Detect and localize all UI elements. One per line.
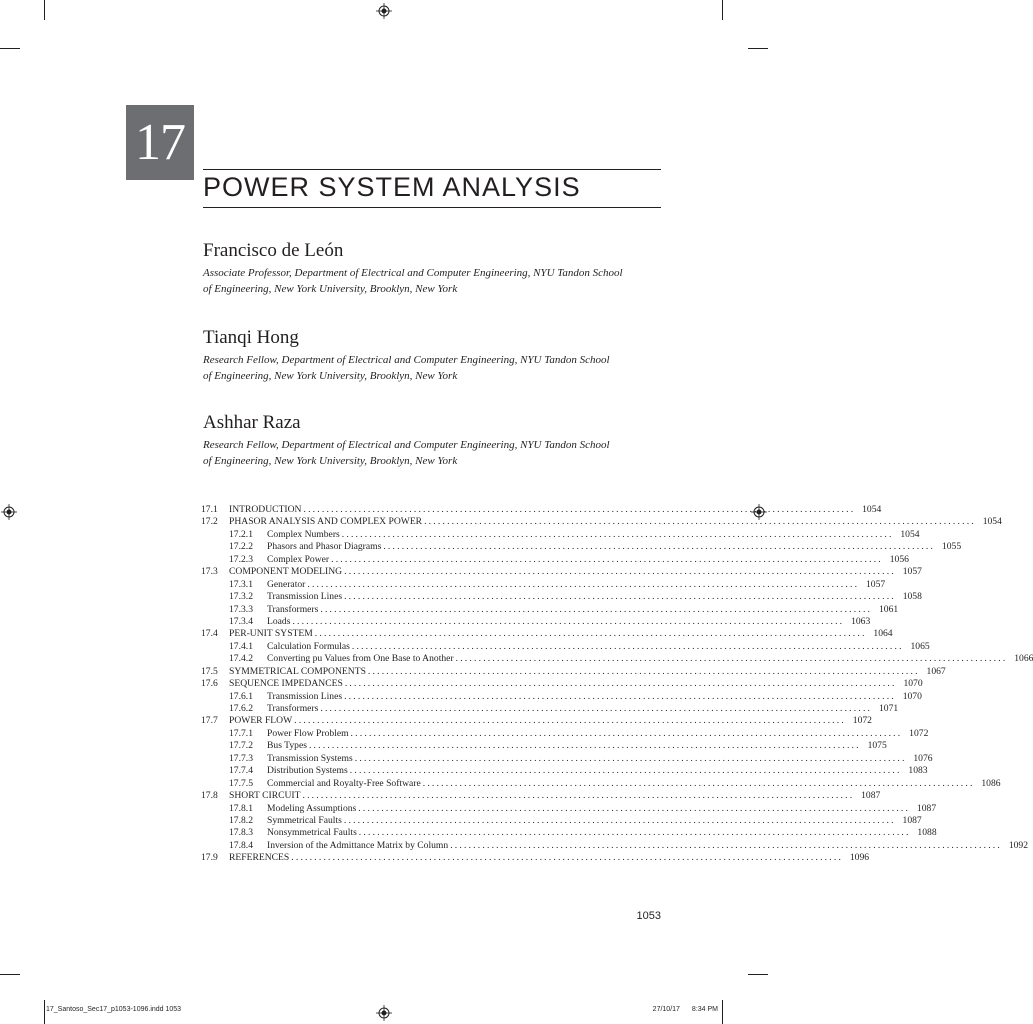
affiliation-line: of Engineering, New York University, Brooklyn, New York xyxy=(203,370,458,382)
toc-section-number: 17.7.4 xyxy=(229,765,253,777)
toc-page-number: 1056 xyxy=(889,553,909,565)
toc-leader-dots: ........................................................................................................................ xyxy=(450,839,1002,851)
author-affiliation xyxy=(203,437,623,469)
toc-section-number: 17.8.3 xyxy=(229,827,253,839)
toc-entry xyxy=(201,653,1033,665)
toc-entry xyxy=(201,802,937,815)
toc-leader-dots: ........................................................................................................................ xyxy=(422,777,975,789)
chapter-number-box: 17 xyxy=(126,105,194,180)
chapter-title-bottom-rule xyxy=(203,207,661,208)
toc-section-number: 17.8.2 xyxy=(229,814,253,826)
table-of-contents xyxy=(201,504,1033,865)
toc-section-title: Calculation Formulas xyxy=(267,640,350,652)
toc-leader-dots: ........................................................................................................................ xyxy=(314,628,867,640)
toc-section-number: 17.6.2 xyxy=(229,703,253,714)
slug-file-name: 17_Santoso_Sec17_p1053-1096.indd 1053 xyxy=(46,1006,182,1013)
toc-section-title: INTRODUCTION xyxy=(229,504,302,515)
toc-section-title: Inversion of the Admittance Matrix by Column xyxy=(267,839,449,851)
author-name: Tianqi Hong xyxy=(203,327,299,348)
toc-entry xyxy=(201,603,899,616)
toc-entry xyxy=(201,690,922,703)
toc-section-number: 17.2.3 xyxy=(229,553,253,565)
toc-entry xyxy=(201,566,922,578)
toc-section-title: Commercial and Royalty-Free Software xyxy=(267,777,421,789)
toc-leader-dots: ........................................................................................................................ xyxy=(424,516,976,528)
toc-page-number: 1054 xyxy=(982,516,1002,528)
chapter-title: POWER SYSTEM ANALYSIS xyxy=(203,172,581,202)
toc-section-title: PER-UNIT SYSTEM xyxy=(229,628,313,640)
crop-mark-bottom-right-h xyxy=(748,974,768,975)
toc-section-number: 17.4 xyxy=(201,628,218,640)
toc-leader-dots: ........................................................................................................................ xyxy=(320,603,873,615)
toc-entry xyxy=(201,516,1002,528)
slug-date-time xyxy=(653,1006,718,1013)
toc-section-number: 17.8 xyxy=(201,790,218,802)
toc-section-number: 17.2.2 xyxy=(229,541,253,553)
toc-entry xyxy=(201,827,937,839)
toc-entry xyxy=(201,528,920,541)
toc-section-title: SHORT CIRCUIT xyxy=(229,790,301,802)
toc-section-number: 17.7.2 xyxy=(229,740,253,752)
author-name: Francisco de León xyxy=(203,240,344,261)
toc-page-number: 1072 xyxy=(909,727,929,739)
toc-page-number: 1070 xyxy=(903,678,923,690)
toc-page-number: 1057 xyxy=(865,578,886,590)
toc-section-number: 17.8.1 xyxy=(229,802,253,814)
crop-mark-bottom-right-v xyxy=(722,1000,723,1024)
toc-entry xyxy=(201,578,886,591)
toc-section-number: 17.4.1 xyxy=(229,640,253,652)
crop-mark-top-right-h xyxy=(748,48,768,49)
toc-leader-dots: ........................................................................................................................ xyxy=(291,852,844,864)
toc-page-number: 1076 xyxy=(913,752,933,764)
toc-page-number: 1096 xyxy=(849,852,870,864)
crop-mark-bottom-left-v xyxy=(44,1000,45,1024)
toc-leader-dots: ........................................................................................................................ xyxy=(320,703,873,714)
toc-leader-dots: ........................................................................................................................ xyxy=(308,740,861,752)
toc-section-number: 17.7.5 xyxy=(229,777,253,789)
toc-section-number: 17.2.1 xyxy=(229,528,253,540)
toc-page-number: 1057 xyxy=(902,566,922,578)
toc-leader-dots: ........................................................................................................................ xyxy=(455,653,1008,665)
toc-section-number: 17.4.2 xyxy=(229,653,253,665)
affiliation-line: of Engineering, New York University, Brooklyn, New York xyxy=(203,283,458,295)
toc-section-title: Modeling Assumptions xyxy=(267,802,357,814)
toc-section-title: SEQUENCE IMPEDANCES xyxy=(229,678,343,690)
toc-section-number: 17.9 xyxy=(201,852,218,864)
toc-entry xyxy=(201,678,923,690)
toc-entry xyxy=(201,727,929,740)
chapter-title-top-rule xyxy=(203,169,661,170)
toc-leader-dots: ........................................................................................................................ xyxy=(383,541,936,553)
toc-section-title: Transmission Lines xyxy=(267,591,343,603)
toc-leader-dots: ........................................................................................................................ xyxy=(344,690,896,702)
author-name: Ashhar Raza xyxy=(203,412,301,433)
registration-mark-bottom-icon xyxy=(376,1005,392,1021)
toc-section-number: 17.8.4 xyxy=(229,839,253,851)
crop-mark-top-left-v xyxy=(44,0,45,20)
toc-page-number: 1070 xyxy=(902,690,922,702)
page-number: 1053 xyxy=(636,910,661,922)
toc-entry xyxy=(201,553,909,566)
toc-leader-dots: ........................................................................................................................ xyxy=(344,591,896,603)
toc-page-number: 1088 xyxy=(917,827,937,839)
toc-leader-dots: ........................................................................................................................ xyxy=(358,802,911,814)
toc-leader-dots: ........................................................................................................................ xyxy=(343,814,896,826)
crop-mark-bottom-left-h xyxy=(0,974,20,975)
toc-leader-dots: ........................................................................................................................ xyxy=(302,790,855,802)
toc-leader-dots: ........................................................................................................................ xyxy=(344,678,897,690)
toc-section-number: 17.3.4 xyxy=(229,615,253,627)
affiliation-line: Research Fellow, Department of Electrical and Computer Engineering, NYU Tandon School xyxy=(203,354,610,366)
toc-page-number: 1075 xyxy=(867,740,887,752)
toc-section-number: 17.7.1 xyxy=(229,727,253,739)
toc-entry xyxy=(201,765,928,777)
toc-section-title: POWER FLOW xyxy=(229,715,293,727)
toc-section-number: 17.6 xyxy=(201,678,218,690)
toc-section-number: 17.3.3 xyxy=(229,603,253,615)
toc-page-number: 1055 xyxy=(941,541,962,553)
toc-entry xyxy=(201,790,881,802)
toc-page-number: 1083 xyxy=(908,765,928,777)
toc-page-number: 1087 xyxy=(902,814,922,826)
toc-section-title: Complex Power xyxy=(267,553,330,565)
toc-page-number: 1087 xyxy=(916,802,937,814)
toc-leader-dots: ........................................................................................................................ xyxy=(331,553,883,565)
affiliation-line: Associate Professor, Department of Electrical and Computer Engineering, NYU Tandon School xyxy=(203,267,623,279)
toc-section-number: 17.3.2 xyxy=(229,591,253,603)
toc-section-title: Symmetrical Faults xyxy=(267,814,342,826)
toc-page-number: 1071 xyxy=(878,703,899,714)
slug-time: 8:34 PM xyxy=(691,1006,718,1013)
toc-page-number: 1066 xyxy=(1014,653,1033,665)
toc-entry xyxy=(201,839,1028,852)
toc-entry xyxy=(201,628,893,640)
toc-section-title: REFERENCES xyxy=(229,852,290,864)
toc-entry xyxy=(201,715,872,727)
toc-section-number: 17.6.1 xyxy=(229,690,253,702)
registration-mark-left-icon xyxy=(1,504,17,520)
toc-page-number: 1086 xyxy=(981,777,1001,789)
toc-page-number: 1092 xyxy=(1008,839,1028,851)
toc-section-title: Transformers xyxy=(267,703,319,714)
toc-leader-dots: ........................................................................................................................ xyxy=(303,504,856,515)
crop-mark-top-left-h xyxy=(0,48,20,49)
toc-section-title: Power Flow Problem xyxy=(267,727,349,739)
toc-leader-dots: ........................................................................................................................ xyxy=(294,715,846,727)
registration-mark-top-icon xyxy=(376,3,392,19)
toc-section-title: COMPONENT MODELING xyxy=(229,566,343,578)
toc-section-number: 17.1 xyxy=(201,504,218,515)
toc-page-number: 1072 xyxy=(852,715,872,727)
toc-entry xyxy=(201,814,922,827)
toc-section-number: 17.5 xyxy=(201,665,218,677)
toc-entry xyxy=(201,703,899,715)
toc-section-title: Bus Types xyxy=(267,740,307,752)
toc-section-title: Distribution Systems xyxy=(267,765,348,777)
crop-mark-top-right-v xyxy=(722,0,723,20)
toc-entry xyxy=(201,852,870,864)
toc-leader-dots: ........................................................................................................................ xyxy=(358,827,911,839)
toc-leader-dots: ........................................................................................................................ xyxy=(354,752,907,764)
toc-page-number: 1058 xyxy=(902,591,922,603)
toc-section-number: 17.7.3 xyxy=(229,752,253,764)
toc-section-title: PHASOR ANALYSIS AND COMPLEX POWER xyxy=(229,516,423,528)
toc-entry xyxy=(201,752,933,765)
toc-leader-dots: ........................................................................................................................ xyxy=(307,578,860,590)
toc-leader-dots: ........................................................................................................................ xyxy=(344,566,896,578)
toc-section-number: 17.7 xyxy=(201,715,218,727)
toc-section-title: Nonsymmetrical Faults xyxy=(267,827,357,839)
toc-page-number: 1087 xyxy=(861,790,881,802)
affiliation-line: Research Fellow, Department of Electrical and Computer Engineering, NYU Tandon School xyxy=(203,439,610,451)
toc-section-title: Loads xyxy=(267,615,291,627)
toc-leader-dots: ........................................................................................................................ xyxy=(341,528,894,540)
toc-entry xyxy=(201,615,871,628)
toc-section-number: 17.2 xyxy=(201,516,218,528)
toc-leader-dots: ........................................................................................................................ xyxy=(292,615,845,627)
affiliation-line: of Engineering, New York University, Brooklyn, New York xyxy=(203,455,458,467)
toc-page-number: 1067 xyxy=(926,665,946,677)
toc-entry xyxy=(201,504,882,516)
toc-leader-dots: ........................................................................................................................ xyxy=(351,640,904,652)
toc-section-title: Phasors and Phasor Diagrams xyxy=(267,541,382,553)
toc-section-title: Transformers xyxy=(267,603,319,615)
author-affiliation xyxy=(203,352,623,384)
toc-section-title: Generator xyxy=(267,578,306,590)
toc-page-number: 1054 xyxy=(900,528,920,540)
toc-section-title: Complex Numbers xyxy=(267,528,340,540)
toc-entry xyxy=(201,541,962,553)
toc-entry xyxy=(201,591,922,603)
toc-section-title: SYMMETRICAL COMPONENTS xyxy=(229,665,366,677)
toc-page-number: 1063 xyxy=(851,615,871,627)
author-affiliation xyxy=(203,265,623,297)
toc-entry xyxy=(201,665,946,678)
toc-page-number: 1061 xyxy=(878,603,899,615)
toc-entry xyxy=(201,777,1001,790)
toc-leader-dots: ........................................................................................................................ xyxy=(350,727,903,739)
toc-leader-dots: ........................................................................................................................ xyxy=(367,665,920,677)
slug-date: 27/10/17 xyxy=(652,1006,680,1013)
toc-page-number: 1054 xyxy=(862,504,882,515)
toc-section-title: Transmission Systems xyxy=(267,752,353,764)
toc-section-title: Converting pu Values from One Base to Another xyxy=(267,653,454,665)
toc-section-title: Transmission Lines xyxy=(267,690,343,702)
toc-leader-dots: ........................................................................................................................ xyxy=(349,765,902,777)
toc-entry xyxy=(201,740,887,752)
toc-entry xyxy=(201,640,930,653)
toc-page-number: 1065 xyxy=(910,640,930,652)
toc-section-number: 17.3.1 xyxy=(229,578,253,590)
toc-section-number: 17.3 xyxy=(201,566,218,578)
toc-page-number: 1064 xyxy=(873,628,893,640)
